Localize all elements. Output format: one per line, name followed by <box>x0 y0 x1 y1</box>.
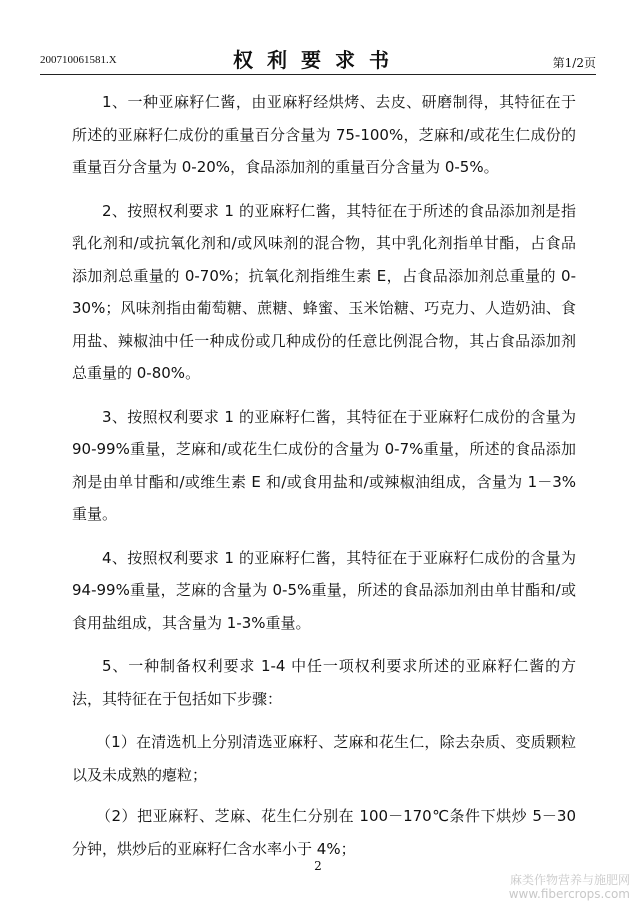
header-divider <box>40 74 596 75</box>
claim-2: 2、按照权利要求 1 的亚麻籽仁酱，其特征在于所述的食品添加剂是指乳化剂和/或抗氧化剂和/或风味剂的混合物，其中乳化剂指单甘酯，占食品添加剂总重量的 0-70%；抗氧化剂指维生素 E，占食品添加剂总重量的 0-30%；风味剂指由葡萄糖、蔗糖、蜂蜜、玉米饴糖、巧克力、人造奶油、食用盐、辣椒油中任一种成份或几种成份的任意比例混合物，其占食品添加剂总重量的 0-80%。 <box>72 201 576 382</box>
document-header <box>40 44 596 74</box>
page-number: 2 <box>314 859 322 873</box>
claim-5-step-1: （1）在清选机上分别清选亚麻籽、芝麻和花生仁，除去杂质、变质颗粒以及未成熟的瘪粒； <box>72 733 576 784</box>
claim-3: 3、按照权利要求 1 的亚麻籽仁酱，其特征在于亚麻籽仁成份的含量为 90-99%重量，芝麻和/或花生仁成份的含量为 0-7%重量，所述的食品添加剂是由单甘酯和/或维生素 E 和/或食用盐和/或辣椒油组成，含量为 1－3%重量。 <box>72 407 576 523</box>
claim-4: 4、按照权利要求 1 的亚麻籽仁酱，其特征在于亚麻籽仁成份的含量为 94-99%重量，芝麻的含量为 0-5%重量，所述的食品添加剂由单甘酯和/或食用盐组成，其含量为 1-3%重量。 <box>72 548 576 632</box>
claim-5: 5、一种制备权利要求 1-4 中任一项权利要求所述的亚麻籽仁酱的方法，其特征在于包括如下步骤： <box>72 657 576 708</box>
watermark-site-name: 麻类作物营养与施肥网 <box>509 873 630 887</box>
claim-1: 1、一种亚麻籽仁酱，由亚麻籽经烘烤、去皮、研磨制得，其特征在于所述的亚麻籽仁成份的重量百分含量为 75-100%，芝麻和/或花生仁成份的重量百分含量为 0-20%，食品添加剂的重量百分含量为 0-5%。 <box>72 93 576 176</box>
claim-5-step-2: （2）把亚麻籽、芝麻、花生仁分别在 100－170℃条件下烘炒 5－30 分钟，烘炒后的亚麻籽仁含水率小于 4%； <box>72 807 576 858</box>
site-watermark <box>509 873 630 901</box>
claims-body <box>72 86 576 874</box>
page-info: 第1/2页 <box>552 56 596 70</box>
watermark-url: www.fibercrops.com <box>508 887 630 901</box>
document-title: 权利要求书 <box>233 48 403 72</box>
application-number: 200710061581.X <box>40 54 117 66</box>
